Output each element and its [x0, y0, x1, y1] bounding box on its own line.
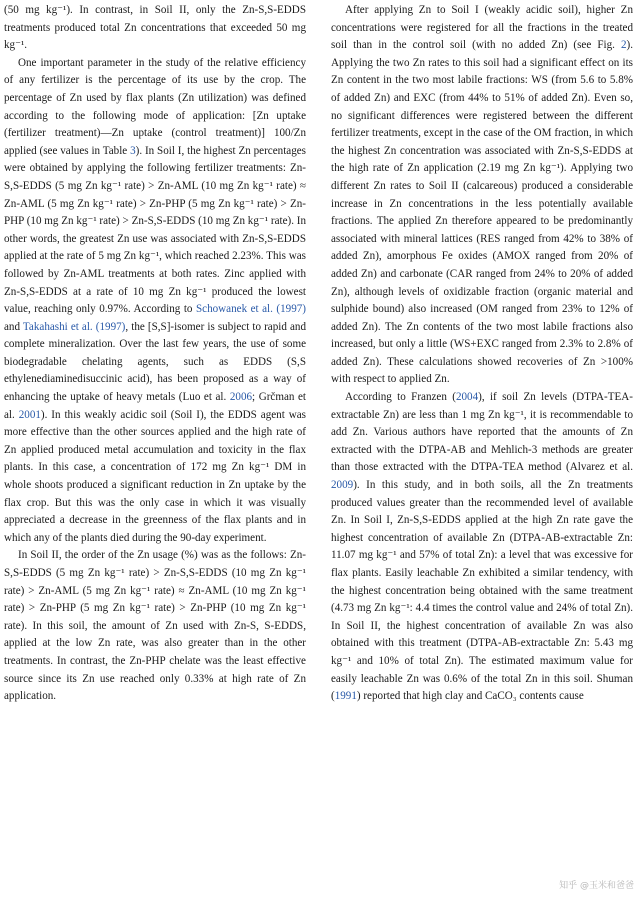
citation-link-franzen[interactable]: 2004 [455, 391, 479, 404]
paragraph: In Soil II, the order of the Zn usage (%) was as the follows: Zn-S,S-EDDS (5 mg Zn kg⁻¹ rate) > Zn-S,S-EDDS (10 mg Zn kg⁻¹ rate) > Zn-AML (5 mg Zn kg⁻¹ rate) ≈ Zn-AML (10 mg Zn kg⁻¹ rate) > Zn-PHP (5 mg Zn kg⁻¹ rate) > Zn-PHP (10 mg Zn kg⁻¹ rate). In this soil, the amount of Zn used with Zn-S, S-EDDS, applied at the low Zn rate, was also greater than in the other treatments. In contrast, the Zn-PHP chelate was the least effective source since its Zn use reached only 0.33% at high rate of Zn application. [4, 549, 306, 703]
table-reference-link[interactable]: 3 [130, 144, 136, 157]
citation-link-luo[interactable]: 2006 [229, 391, 253, 404]
paragraph: After applying Zn to Soil I (weakly acidic soil), higher Zn concentrations were registered for all the fractions in the treated soil than in the control soil (with no added Zn) (see Fig. 2). Applying the two Zn rates to this soil had a significant effect on its Zn content in the two most labile fractions: WS (from 5.6 to 5.8% of added Zn) and EXC (from 44% to 51% of added Zn). Even so, no significant differences were registered between the different fertilizer treatments, except in the case of the OM fraction, in which the highest Zn concentration was associated with Zn-S,S-EDDS at the high rate of Zn application (2.19 mg Zn kg⁻¹). Applying two different Zn rates to Soil II (calcareous) produced a considerable increase in Zn concentrations in the less potentially available fractions. The applied Zn therefore appeared to be predominantly associated with mineral lattices (RES ranged from 42% to 38% of added Zn), amorphous Fe oxides (AMOX ranged from 20% of added Zn) and carbonate (CAR ranged from 24% to 20% of added Zn), although levels of oxidizable fraction (organic material and sulphide bound) also increased (OM ranged from 23% to 12% of added Zn). The Zn contents of the two most labile fractions also increased, but only a little (WS+EXC ranged from 2.3% to 2.8% of added Zn). These calculations showed recoveries of Zn >100% with respect to applied Zn. [331, 4, 633, 386]
left-column [4, 2, 306, 706]
citation-link-grcman[interactable]: 2001 [18, 408, 41, 421]
citation-link-shuman[interactable]: 1991 [334, 690, 357, 703]
paragraph: According to Franzen (2004), if soil Zn levels (DTPA-TEA-extractable Zn) are less than 1 mg Zn kg⁻¹, it is recommendable to add Zn. Various authors have reported that the amounts of Zn extracted with the DTPA-AB and Mehlich-3 methods are greater than those extracted with the DTPA-TEA method (Alvarez et al. 2009). In this study, and in both soils, all the Zn treatments produced values greater than the recommended level of available Zn. In Soil I, Zn-S,S-EDDS applied at the high Zn rate gave the highest concentration of available Zn (DTPA-AB-extractable Zn: 11.07 mg kg⁻¹ and 57% of total Zn): a level that was excessive for flax plants. Easily leachable Zn exhibited a similar tendency, with the highest concentration being obtained with the same treatment (4.73 mg Zn kg⁻¹: 4.4 times the control value and 24% of total Zn). In Soil II, the highest concentration of available Zn was also obtained with this treatment (DTPA-AB-extractable Zn: 5.43 mg kg⁻¹ and 10% of total Zn). The estimated maximum value for easily leachable Zn was 0.6% of the total Zn in this soil. Shuman (1991) reported that high clay and CaCO₃ contents cause [331, 391, 633, 703]
right-column [331, 2, 633, 706]
citation-link-schowanek[interactable]: Schowanek et al. (1997) [195, 303, 306, 316]
citation-link-takahashi[interactable]: Takahashi et al. (1997) [22, 320, 126, 333]
paragraph: One important parameter in the study of the relative efficiency of any fertilizer is the percentage of its use by the crop. The percentage of Zn used by flax plants (Zn utilization) was defined according to the following mode of application: [Zn uptake (fertilizer treatment)—Zn uptake (control treatment)] 100/Zn applied (see values in Table 3). In Soil I, the highest Zn percentages were obtained by applying the following fertilizer treatments: Zn-S,S-EDDS (5 mg Zn kg⁻¹ rate) > Zn-AML (10 mg Zn kg⁻¹ rate) ≈ Zn-AML (5 mg Zn kg⁻¹ rate) > Zn-PHP (5 mg Zn kg⁻¹ rate) > Zn-PHP (10 mg Zn kg⁻¹ rate) > Zn-S,S-EDDS (10 mg Zn kg⁻¹ rate). In other words, the greatest Zn use was associated with Zn-S,S-EDDS applied at the rate of 5 mg Zn kg⁻¹, which reached 2.23%. This was followed by Zn-AML treatments at both rates. Zinc applied with Zn-S,S-EDDS at a rate of 10 mg Zn kg⁻¹ produced the lowest value, reaching only 0.97%. According to Schowanek et al. (1997) and Takahashi et al. (1997), the [S,S]-isomer is subject to rapid and complete mineralization. Over the last few years, the use of some biodegradable chelating agents, such as EDDS (S,S ethylenediaminedisuccinic acid), has been proposed as a way of enhancing the uptake of heavy metals (Luo et al. 2006; Grčman et al. 2001). In this weakly acidic soil (Soil I), the EDDS agent was more effective than the other sources applied and the high rate of Zn applied produced metal accumulation and toxicity in the flax plants. In this case, a concentration of 172 mg Zn kg⁻¹ DM in whole shoots produced a significant reduction in Zn uptake by the flax crop. But this was the only case in which it was visually appreciated a decrease in the greenness of the flax plants and in which any of the plants died during the 90-day experiment. [4, 56, 306, 544]
citation-link-alvarez[interactable]: 2009 [331, 479, 354, 492]
figure-reference-link[interactable]: 2 [620, 39, 627, 52]
watermark: 知乎 @玉米和爸爸 [559, 881, 634, 892]
paragraph: (50 mg kg⁻¹). In contrast, in Soil II, only the Zn-S,S-EDDS treatments produced total Zn concentrations that exceeded 50 mg kg⁻¹. [4, 4, 306, 52]
